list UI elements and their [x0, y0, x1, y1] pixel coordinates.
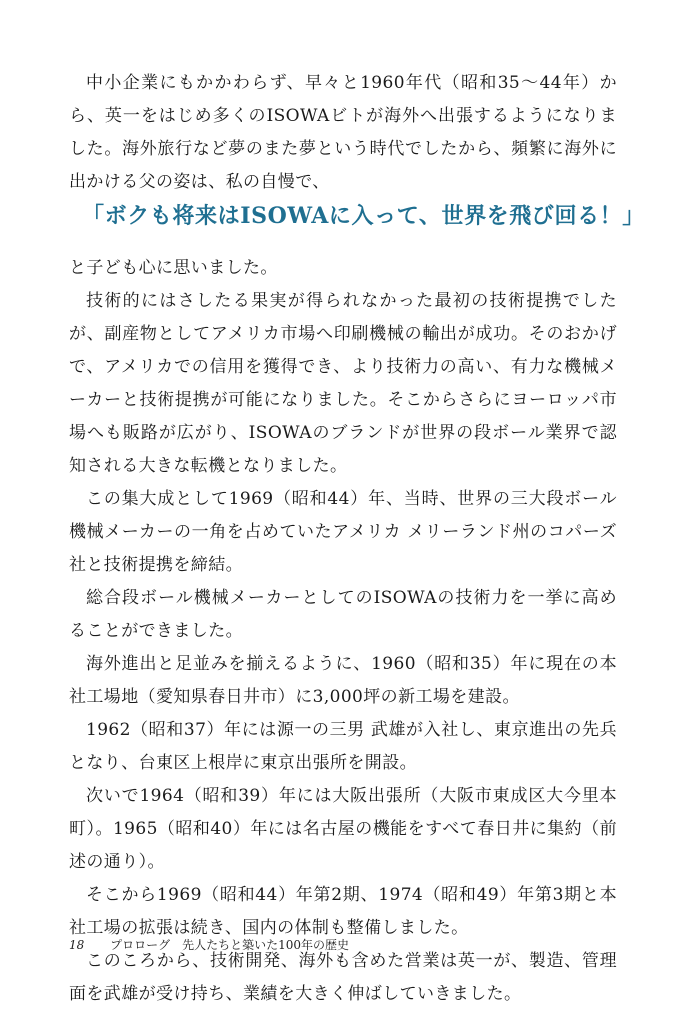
paragraph: 総合段ボール機械メーカーとしてのISOWAの技術力を一挙に高めることができました。 — [69, 588, 617, 641]
main-text-block — [69, 252, 617, 1011]
page-number: 18 — [69, 938, 85, 952]
paragraph: この集大成として1969（昭和44）年、当時、世界の三大段ボール機械メーカーの一角を占めていたアメリカ メリーランド州のコパーズ社と技術提携を締結。 — [69, 489, 617, 575]
paragraph: 1962（昭和37）年には源一の三男 武雄が入社し、東京進出の先兵となり、台東区上根岸に東京出張所を開設。 — [69, 720, 617, 773]
intro-block — [69, 67, 617, 199]
paragraph: そこから1969（昭和44）年第2期、1974（昭和49）年第3期と本社工場の拡張は続き、国内の体制も整備しました。 — [69, 885, 617, 938]
running-chapter-title: プロローグ 先人たちと築いた100年の歴史 — [110, 938, 350, 952]
highlighted-quote: 「ボクも将来はISOWAに入って、世界を飛び回る！」 — [82, 203, 645, 229]
paragraph: このころから、技術開発、海外も含めた営業は英一が、製造、管理面を武雄が受け持ち、業績を大きく伸ばしていきました。 — [69, 951, 617, 1004]
page-footer — [69, 936, 349, 954]
paragraph: 海外進出と足並みを揃えるように、1960（昭和35）年に現在の本社工場地（愛知県春日井市）に3,000坪の新工場を建設。 — [69, 654, 617, 707]
paragraph: 技術的にはさしたる果実が得られなかった最初の技術提携でしたが、副産物としてアメリカ市場へ印刷機械の輸出が成功。そのおかげで、アメリカでの信用を獲得でき、より技術力の高い、有力な機械メーカーと技術提携が可能になりました。そこからさらにヨーロッパ市場へも販路が広がり、ISOWAのブランドが世界の段ボール業界で認知される大きな転機となりました。 — [69, 291, 617, 476]
intro-paragraph: 中小企業にもかかわらず、早々と1960年代（昭和35〜44年）から、英一をはじめ多くのISOWAビトが海外へ出張するようになりました。海外旅行など夢のまた夢という時代でしたから、頻繁に海外に出かける父の姿は、私の自慢で、 — [69, 73, 617, 192]
paragraph: 次いで1964（昭和39）年には大阪出張所（大阪市東成区大今里本町）。1965（昭和40）年には名古屋の機能をすべて春日井に集約（前述の通り）。 — [69, 786, 617, 872]
paragraph: と子ども心に思いました。 — [69, 258, 278, 278]
